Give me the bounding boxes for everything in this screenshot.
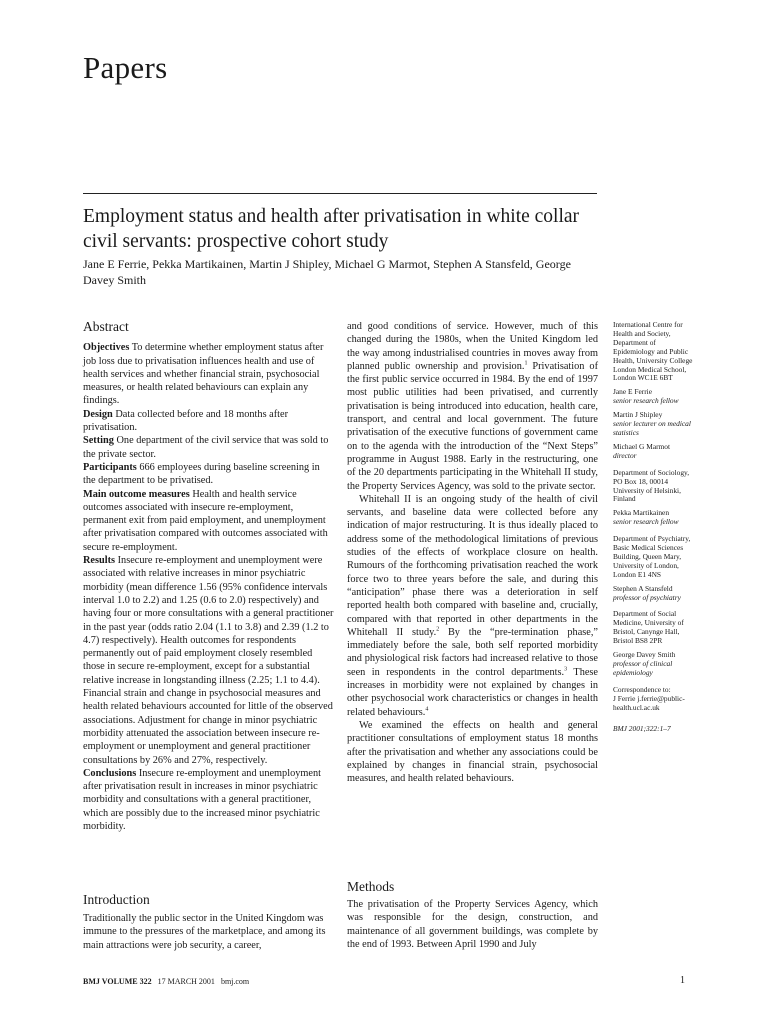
correspondence <box>613 686 695 713</box>
author-5-role: professor of psychiatry <box>613 592 681 602</box>
affiliation-1: International Centre for Health and Society, Department of Epidemiology and Public Health, University College London Medical School, London WC1E 6BT <box>613 320 693 383</box>
author-1-role: senior research fellow <box>613 396 679 406</box>
affiliation-3: Department of Psychiatry, Basic Medical Sciences Building, Queen Mary, University of London, London E1 4NS <box>613 534 691 579</box>
outcome-text: Health and health service outcomes associated with insecure re-employment, permanent exit from paid employment, and unemployment after privatisation compared with outcomes associated with secure re-employment. <box>83 488 328 553</box>
author-4-name: Pekka Martikainen <box>613 508 670 518</box>
body-p1-text-a: and good conditions of service. However, much of this changed during the 1980s, when the United Kingdom led the way among industrialised countries in moves away from planned public ownership and provision. <box>347 321 598 372</box>
setting-label: Setting <box>83 435 114 447</box>
abstract-conclusions <box>83 767 334 833</box>
author-1-name: Jane E Ferrie <box>613 387 652 397</box>
affiliations-sidebar <box>613 321 695 738</box>
body-paragraph-3: We examined the effects on health and general practitioner consultations of employment status 18 months after the privatisation and whether any associations could be explained by changes in financial strain, psychosocial measures, and health related behaviours. <box>347 719 598 785</box>
objectives-text: To determine whether employment status after job loss due to privatisation influences health and use of health services and whether financial strain, psychosocial measures, or health related behaviours can explain any findings. <box>83 342 324 407</box>
footer-journal: BMJ VOLUME 322 <box>83 977 152 986</box>
author-5 <box>613 585 695 603</box>
design-label: Design <box>83 408 113 420</box>
introduction-heading: Introduction <box>83 892 150 907</box>
author-list: Jane E Ferrie, Pekka Martikainen, Martin J Shipley, Michael G Marmot, Stephen A Stansfeld, George Davey Smith <box>83 257 571 287</box>
body-paragraph-1 <box>347 320 598 493</box>
author-5-name: Stephen A Stansfeld <box>613 583 673 593</box>
affiliation-4: Department of Social Medicine, University of Bristol, Canynge Hall, Bristol BS8 2PR <box>613 609 684 646</box>
ref-marker-1[interactable]: 1 <box>524 360 528 367</box>
citation: BMJ 2001;322:1–7 <box>613 723 671 733</box>
body-p2-text-c: These increases in morbidity were not explained by changes in other psychosocial work characteristics or changes in health related behaviours. <box>347 666 599 718</box>
author-2 <box>613 411 695 438</box>
body-p2-text-b: By the “pre-termination phase,” immediately before the sale, both self reported morbidity and physiological risk factors had increased relative to those seen in respondents in the control departments. <box>347 626 598 678</box>
abstract-outcome <box>83 488 334 554</box>
abstract-objectives <box>83 341 334 407</box>
body-column <box>347 320 598 785</box>
correspondence-label: Correspondence to: <box>613 684 671 694</box>
ref-marker-2[interactable]: 2 <box>436 626 440 633</box>
page-footer <box>83 977 249 986</box>
section-heading: Papers <box>83 50 168 85</box>
author-6-role: professor of clinical epidemiology <box>613 659 673 677</box>
author-3-name: Michael G Marmot <box>613 441 671 451</box>
correspondence-email[interactable]: J Ferrie j.ferrie@public-health.ucl.ac.uk <box>613 693 685 712</box>
conclusions-text: Insecure re-employment and unemployment after privatisation result in increases in minor psychiatric morbidity and consultations with a general practitioner, which are possibly due to the increased minor psychiatric morbidity. <box>83 767 321 832</box>
author-4-role: senior research fellow <box>613 517 679 527</box>
footer-date: 17 MARCH 2001 <box>157 977 215 986</box>
abstract-design <box>83 408 334 435</box>
footer-site[interactable]: bmj.com <box>220 977 250 986</box>
design-text: Data collected before and 18 months after privatisation. <box>83 408 289 434</box>
body-p2-text-a: Whitehall II is an ongoing study of the health of civil servants, and baseline data were collected before any indication of major restructuring. It is thus ideally placed to address some of the methodological limitations of previous studies of the effects of workplace closure on health. Rumours of the forthcoming privatisation reached the work force two to three years before the sale, and during this “anticipation” phase there was a deterioration in self reported health both compared with baseline and, crucially, compared with that reported in other departments in the Whitehall II study. <box>347 493 598 638</box>
introduction-text: Traditionally the public sector in the United Kingdom was immune to the pressures of the marketplace, and among its main attractions were job security, a career, <box>83 913 326 951</box>
author-6 <box>613 651 695 678</box>
author-3-role: director <box>613 450 637 460</box>
conclusions-label: Conclusions <box>83 767 137 779</box>
affiliation-2: Department of Sociology, PO Box 18, 00014 University of Helsinki, Finland <box>613 467 690 504</box>
author-2-role: senior lecturer on medical statistics <box>613 419 691 437</box>
abstract-participants <box>83 461 334 488</box>
author-1 <box>613 388 695 406</box>
results-label: Results <box>83 555 116 567</box>
author-3 <box>613 443 695 461</box>
participants-text: 666 employees during baseline screening in the department to be privatised. <box>83 461 320 487</box>
abstract-column <box>83 320 334 833</box>
abstract-results <box>83 554 334 767</box>
article-title: Employment status and health after privatisation in white collar civil servants: prospective cohort study <box>83 206 580 252</box>
author-2-name: Martin J Shipley <box>613 410 663 420</box>
body-p1-text-b: Privatisation of the first public service occurred in 1984. By the end of 1997 most public utilities had been privatised, and currently privatisation is being introduced into education, health care, transport, and central and local government. The future privatisation of the executive functions of government came on to the agenda with the introduction of the “Next Steps” programme in August 1988. Early in the restructuring, one of the 20 departments participating in the Whitehall II study, the Property Services Agency, was sold to the private sector. <box>347 360 598 492</box>
author-4 <box>613 509 695 527</box>
page-number: 1 <box>680 975 685 986</box>
outcome-label: Main outcome measures <box>83 488 190 500</box>
objectives-label: Objectives <box>83 342 130 354</box>
setting-text: One department of the civil service that was sold to the private sector. <box>83 435 329 460</box>
results-text: Insecure re-employment and unemployment were associated with relative increases in minor psychiatric morbidity (mean difference 1.56 (95% confidence intervals interval 1.0 to 2.2) and 1.25 (0.6 to 2.0) respectively) and having four or more consultations with a general practitioner in the past year (odds ratio 2.04 (1.1 to 3.8) and 2.39 (1.2 to 4.7) respectively). Health outcomes for respondents permanently out of paid employment closely resembled those in secure re-employment, except for a substantial relative increase in longstanding illness (2.25; 1.1 to 4.4). Financial strain and change in psychosocial measures and health related behaviours accounted for little of the observed associations. Adjustment for change in minor psychiatric morbidity attenuated the association between insecure re-employment or unemployment and general practitioner consultations by 26% and 27%, respectively. <box>83 555 334 766</box>
author-6-name: George Davey Smith <box>613 650 676 660</box>
ref-marker-3[interactable]: 3 <box>564 666 568 673</box>
abstract-setting <box>83 434 334 461</box>
ref-marker-4[interactable]: 4 <box>425 706 429 713</box>
participants-label: Participants <box>83 461 137 473</box>
title-rule <box>83 193 597 194</box>
methods-heading: Methods <box>347 879 395 894</box>
abstract-heading: Abstract <box>83 319 129 334</box>
body-paragraph-2 <box>347 493 598 719</box>
methods-text: The privatisation of the Property Services Agency, which was responsible for the design, construction, and maintenance of all government buildings, was complete by the end of 1993. Between April 1990 and July <box>347 899 598 950</box>
